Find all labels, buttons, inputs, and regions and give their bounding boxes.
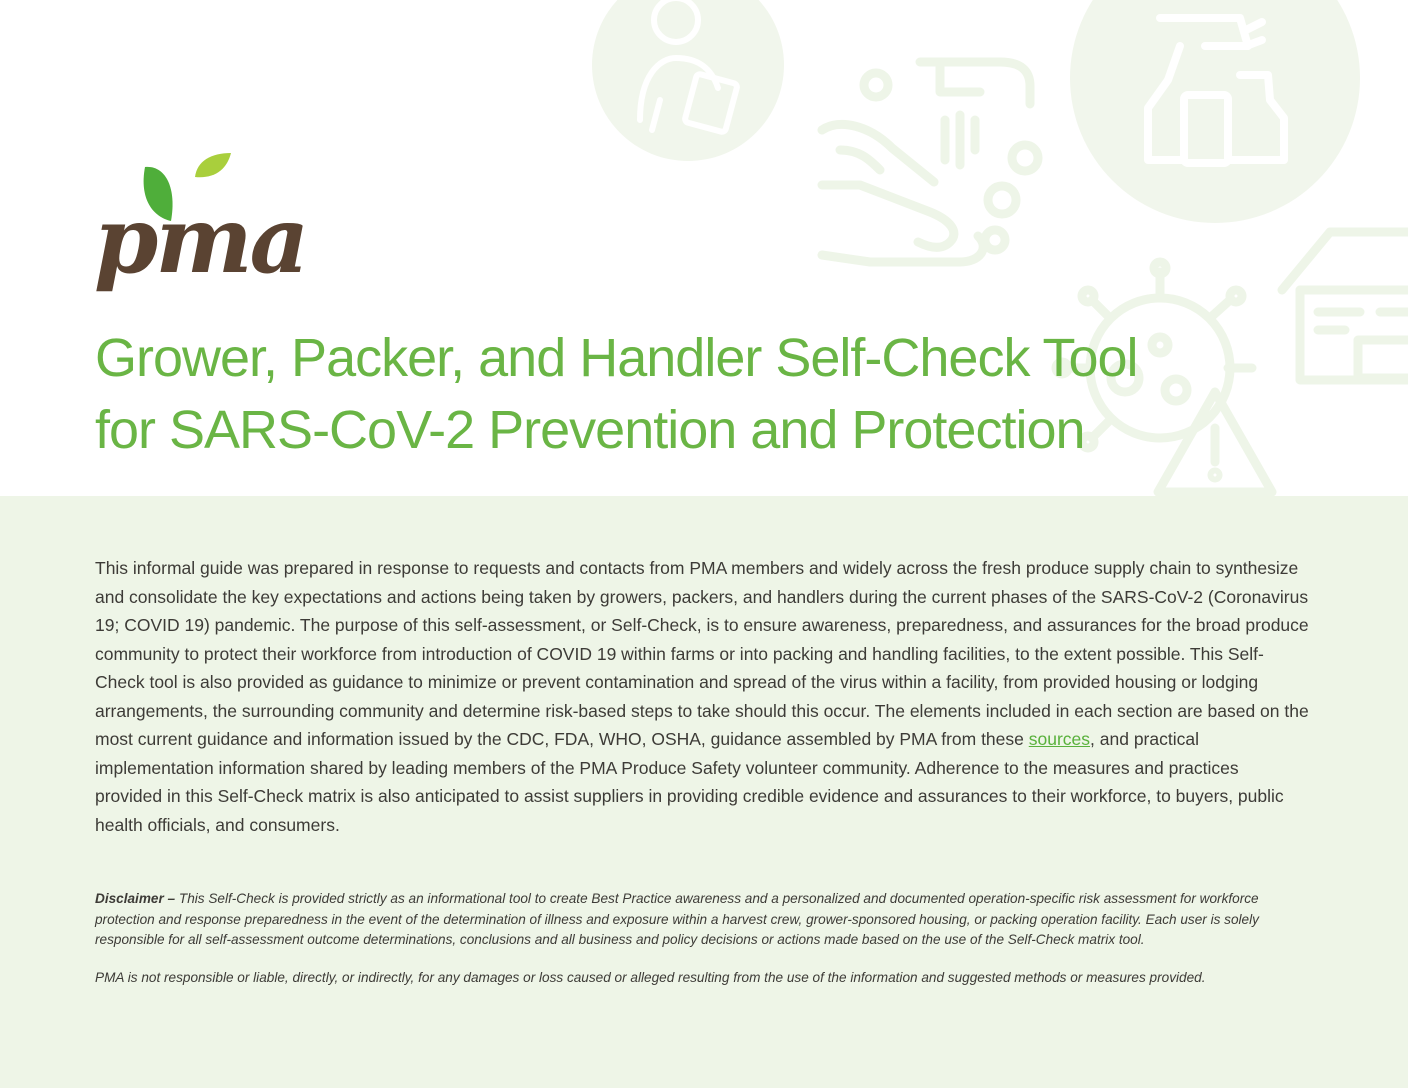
handwashing-icon	[822, 62, 1038, 262]
title-line-2: for SARS-CoV-2 Prevention and Protection	[95, 400, 1085, 460]
disclaimer-text: This Self-Check is provided strictly as an informational tool to create Best Practice awareness and a personalized and documented operation-specific risk assessment for workforce protection and response preparedness in the event of the determination of illness and exposure within a harvest crew, grower-sponsored housing, or packing operation facility. Each user is solely responsible for all self-assessment outcome determinations, conclusions and all business and policy decisions or actions made based on the use of the Self-Check matrix tool.	[95, 891, 1259, 947]
disclaimer-label: Disclaimer –	[95, 891, 176, 906]
hero-section	[0, 0, 1408, 496]
title-line-1: Grower, Packer, and Handler Self-Check Tool	[95, 328, 1138, 388]
worker-clipboard-icon	[592, 0, 784, 161]
page-title	[95, 322, 1155, 466]
intro-text-after: , and practical implementation information shared by leading members of the PMA Produce Safety volunteer community. Adherence to the measures and practices provided in this Self-Check matrix is also anticipated to assist suppliers in providing credible evidence and assurances to their workforce, to buyers, public health officials, and consumers.	[95, 729, 1284, 835]
liability-note: PMA is not responsible or liable, directly, or indirectly, for any damages or loss caused or alleged resulting from the use of the information and suggested methods or measures provided.	[95, 970, 1206, 985]
pma-logo	[90, 145, 307, 305]
sources-link[interactable]: sources	[1028, 729, 1091, 749]
logo-wordmark: pma	[94, 186, 307, 294]
disclaimer-paragraph	[95, 889, 1310, 951]
spray-bottle-icon	[1070, 0, 1360, 223]
intro-paragraph	[95, 554, 1310, 839]
house-icon	[1282, 232, 1408, 380]
intro-text-before: This informal guide was prepared in response to requests and contacts from PMA members and widely across the fresh produce supply chain to synthesize and consolidate the key expectations and actions being taken by growers, packers, and handlers during the current phases of the SARS-CoV-2 (Coronavirus 19; COVID 19) pandemic. The purpose of this self-assessment, or Self-Check, is to ensure awareness, preparedness, and assurances for the broad produce community to protect their workforce from introduction of COVID 19 within farms or into packing and handling facilities, to the extent possible. This Self-Check tool is also provided as guidance to minimize or prevent contamination and spread of the virus within a facility, from provided housing or lodging arrangements, the surrounding community and determine risk-based steps to take should this occur. The elements included in each section are based on the most current guidance and information issued by the CDC, FDA, WHO, OSHA, guidance assembled by PMA from these	[95, 558, 1309, 749]
